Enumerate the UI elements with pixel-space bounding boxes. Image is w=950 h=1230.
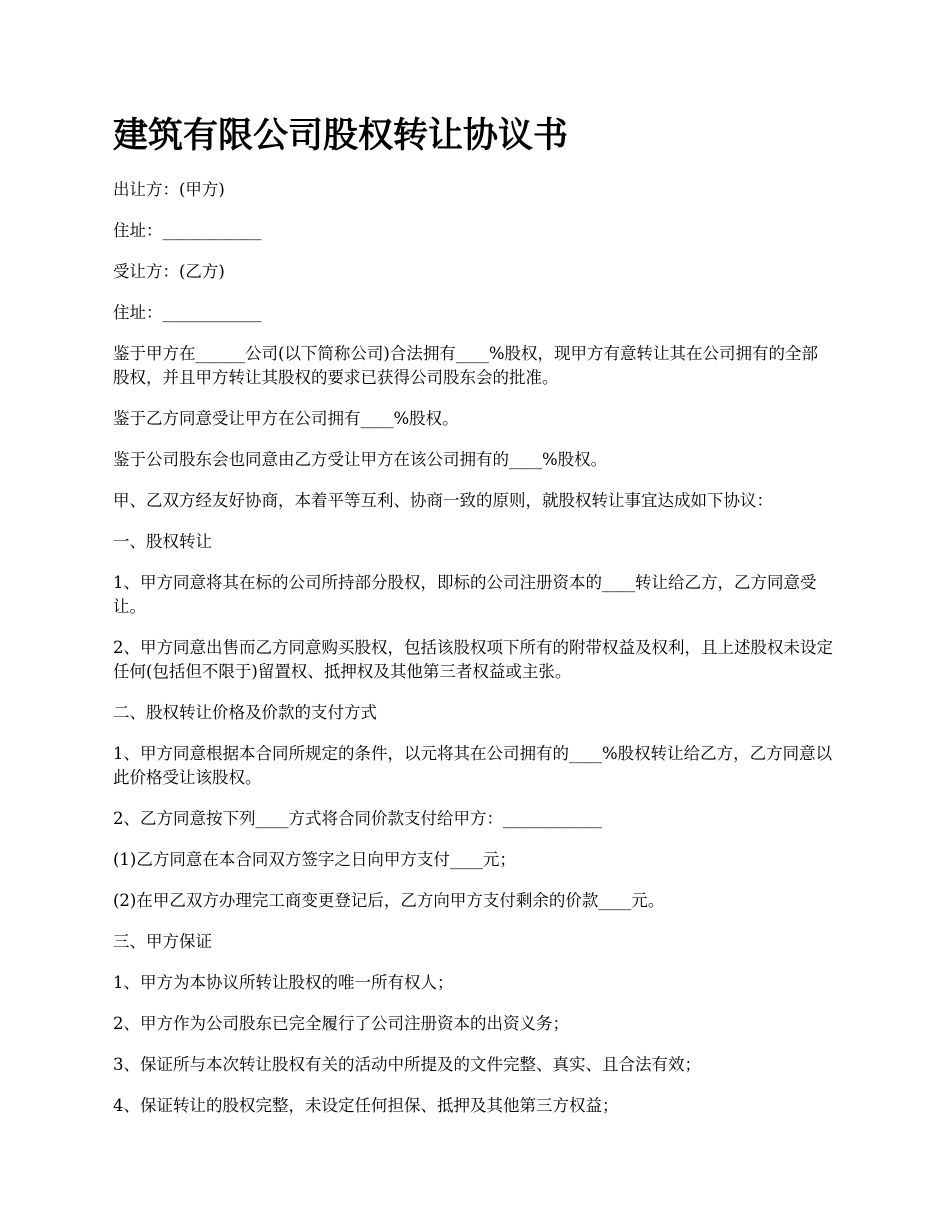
- clause-paragraph: 4、保证转让的股权完整，未设定任何担保、抵押及其他第三方权益；: [113, 1096, 619, 1115]
- recital-paragraph: 鉴于公司股东会也同意由乙方受让甲方在该公司拥有的____%股权。: [113, 450, 608, 469]
- clause-paragraph: 1、甲方同意将其在标的公司所持部分股权，即标的公司注册资本的____转让给乙方，乙方同意受让。: [113, 573, 817, 616]
- section-heading: 三、甲方保证: [113, 932, 212, 951]
- clause-paragraph: 3、保证所与本次转让股权有关的活动中所提及的文件完整、真实、且合法有效；: [113, 1055, 701, 1074]
- transferee-address-line: 住址：____________: [113, 303, 262, 322]
- document-page: [113, 112, 858, 1135]
- document-title: 建筑有限公司股权转让协议书: [113, 116, 569, 156]
- transferee-line: 受让方：(乙方): [113, 262, 225, 281]
- recital-paragraph: 鉴于甲方在______公司(以下简称公司)合法拥有____%股权，现甲方有意转让其在公司拥有的全部股权，并且甲方转让其股权的要求已获得公司股东会的批准。: [113, 344, 819, 387]
- section-heading: 一、股权转让: [113, 532, 212, 551]
- clause-paragraph: 1、甲方同意根据本合同所规定的条件，以元将其在公司拥有的____%股权转让给乙方，乙方同意以此价格受让该股权。: [113, 744, 833, 787]
- clause-paragraph: 2、甲方作为公司股东已完全履行了公司注册资本的出资义务；: [113, 1014, 569, 1033]
- transferor-line: 出让方：(甲方): [113, 180, 225, 199]
- clause-paragraph: 2、乙方同意按下列____方式将合同价款支付给甲方：____________: [113, 809, 602, 828]
- clause-paragraph: 2、甲方同意出售而乙方同意购买股权，包括该股权项下所有的附带权益及权利，且上述股权未设定任何(包括但不限于)留置权、抵押权及其他第三者权益或主张。: [113, 638, 833, 681]
- section-heading: 二、股权转让价格及价款的支付方式: [113, 703, 377, 722]
- clause-paragraph: (2)在甲乙双方办理完工商变更登记后，乙方向甲方支付剩余的价款____元。: [113, 891, 665, 910]
- transferor-address-line: 住址：____________: [113, 221, 262, 240]
- agreement-intro-paragraph: 甲、乙双方经友好协商，本着平等互利、协商一致的原则，就股权转让事宜达成如下协议：: [113, 491, 773, 510]
- recital-paragraph: 鉴于乙方同意受让甲方在公司拥有____%股权。: [113, 409, 459, 428]
- clause-paragraph: (1)乙方同意在本合同双方签字之日向甲方支付____元；: [113, 850, 516, 869]
- clause-paragraph: 1、甲方为本协议所转让股权的唯一所有权人；: [113, 973, 454, 992]
